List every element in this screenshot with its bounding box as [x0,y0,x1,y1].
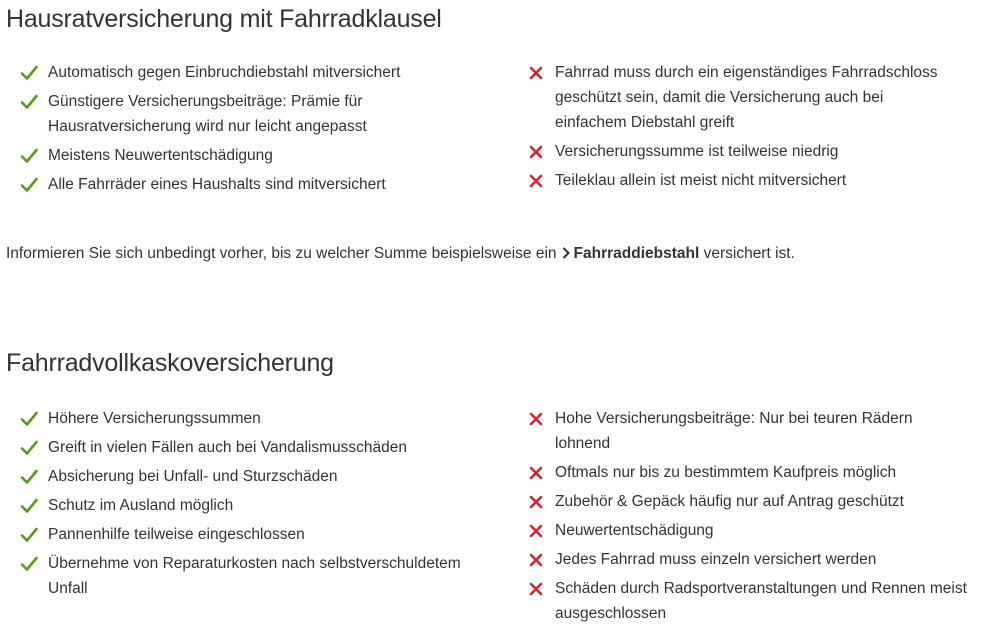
con-item [527,547,972,572]
pro-text: Pannenhilfe teilweise eingeschlossen [48,526,305,543]
cross-icon [527,522,545,540]
check-icon [20,439,38,457]
check-icon [20,93,38,111]
con-item [527,576,975,626]
cross-icon [527,172,545,190]
pro-item [20,435,490,460]
pro-text: Schutz im Ausland möglich [48,497,234,514]
con-text: Schäden durch Radsportveranstaltungen und Rennen meist ausgeschlossen [555,580,967,622]
con-text: Hohe Versicherungsbeiträge: Nur bei teuren Rädern lohnend [555,410,913,452]
check-icon [20,497,38,515]
pro-item [20,172,490,197]
pro-item [20,493,490,518]
pros-list-hausrat [20,60,490,201]
con-item [527,139,952,164]
pro-text: Höhere Versicherungssummen [48,410,261,427]
pros-list-vollkasko [20,406,490,605]
pro-text: Übernehme von Reparaturkosten nach selbstverschuldetem Unfall [48,555,461,597]
con-text: Teileklau allein ist meist nicht mitversichert [555,172,847,189]
fahrraddiebstahl-link[interactable]: Fahrraddiebstahl [573,245,700,262]
cross-icon [527,464,545,482]
pro-item [20,522,490,547]
cross-icon [527,580,545,598]
cons-list-hausrat [527,60,952,197]
check-icon [20,410,38,428]
con-item [527,460,972,485]
cross-icon [527,64,545,82]
con-text: Versicherungssumme ist teilweise niedrig [555,143,839,160]
check-icon [20,468,38,486]
section-title-vollkasko: Fahrradvollkaskoversicherung [6,349,334,377]
pro-text: Alle Fahrräder eines Haushalts sind mitversichert [48,176,386,193]
con-text: Jedes Fahrrad muss einzeln versichert werden [555,551,877,568]
check-icon [20,147,38,165]
con-item [527,518,972,543]
chevron-right-icon [562,242,570,267]
pro-text: Absicherung bei Unfall- und Sturzschäden [48,468,338,485]
check-icon [20,176,38,194]
con-item [527,406,972,456]
check-icon [20,555,38,573]
cross-icon [527,410,545,428]
pro-text: Automatisch gegen Einbruchdiebstahl mitversichert [48,64,401,81]
con-text: Fahrrad muss durch ein eigenständiges Fahrradschloss geschützt sein, damit die Versicherung auch bei einfachem Diebstahl greift [555,64,938,131]
con-text: Neuwertentschädigung [555,522,714,539]
pro-item [20,89,378,139]
info-paragraph [6,241,795,267]
cross-icon [527,143,545,161]
cons-list-vollkasko [527,406,972,630]
pro-item [20,60,490,85]
pro-text: Greift in vielen Fällen auch bei Vandalismusschäden [48,439,407,456]
con-text: Zubehör & Gepäck häufig nur auf Antrag geschützt [555,493,904,510]
check-icon [20,64,38,82]
info-text-end: versichert ist. [703,245,795,262]
cross-icon [527,551,545,569]
pro-text: Günstigere Versicherungsbeiträge: Prämie für Hausratversicherung wird nur leicht angepasst [48,93,367,135]
cross-icon [527,493,545,511]
pro-item [20,551,468,601]
pro-item [20,406,490,431]
con-item [527,489,972,514]
check-icon [20,526,38,544]
info-text: Informieren Sie sich unbedingt vorher, bis zu welcher Summe beispielsweise ein [6,245,557,262]
pro-text: Meistens Neuwertentschädigung [48,147,273,164]
pro-item [20,143,490,168]
con-item [527,60,952,135]
con-text: Oftmals nur bis zu bestimmtem Kaufpreis möglich [555,464,897,481]
con-item [527,168,952,193]
section-title-hausrat: Hausratversicherung mit Fahrradklausel [6,5,442,33]
pro-item [20,464,490,489]
